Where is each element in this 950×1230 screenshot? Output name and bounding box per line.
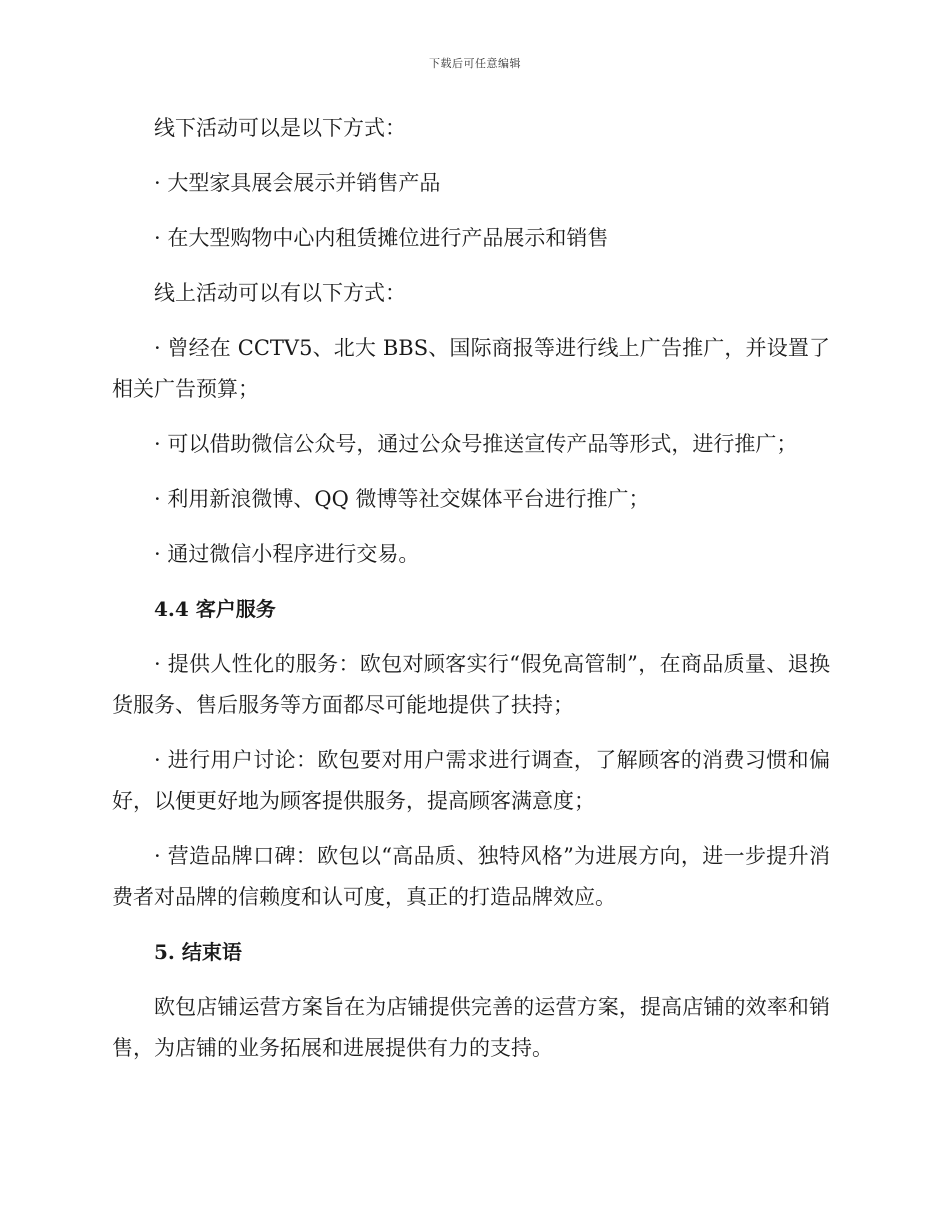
paragraph-online-intro: 线上活动可以有以下方式： [154, 281, 406, 305]
document-body [112, 108, 830, 1083]
section-heading-conclusion: 5. 结束语 [154, 940, 242, 964]
bullet-weibo: · 利用新浪微博、QQ 微博等社交媒体平台进行推广； [154, 487, 650, 511]
bullet-mall-booth: · 在大型购物中心内租赁摊位进行产品展示和销售 [154, 226, 609, 250]
page-header-note: 下载后可任意编辑 [429, 57, 521, 70]
paragraph-conclusion: 欧包店铺运营方案旨在为店铺提供完善的运营方案，提高店铺的效率和销售，为店铺的业务拓展和进展提供有力的支持。 [112, 995, 830, 1060]
bullet-furniture-expo: · 大型家具展会展示并销售产品 [154, 171, 441, 195]
bullet-personalized-service: · 提供人性化的服务：欧包对顾客实行“假免高管制”，在商品质量、退换货服务、售后服务等方面都尽可能地提供了扶持； [112, 652, 830, 717]
bullet-brand-reputation: · 营造品牌口碑：欧包以“高品质、独特风格”为进展方向，进一步提升消费者对品牌的信赖度和认可度，真正的打造品牌效应。 [112, 844, 830, 909]
bullet-user-research: · 进行用户讨论：欧包要对用户需求进行调查，了解顾客的消费习惯和偏好，以便更好地为顾客提供服务，提高顾客满意度； [112, 748, 830, 813]
paragraph-offline-intro: 线下活动可以是以下方式： [154, 116, 406, 140]
bullet-mini-program: · 通过微信小程序进行交易。 [154, 542, 420, 566]
bullet-online-ads: · 曾经在 CCTV5、北大 BBS、国际商报等进行线上广告推广，并设置了相关广告预算； [112, 336, 830, 401]
section-heading-customer-service: 4.4 客户服务 [154, 597, 276, 621]
bullet-wechat-account: · 可以借助微信公众号，通过公众号推送宣传产品等形式，进行推广； [154, 432, 798, 456]
